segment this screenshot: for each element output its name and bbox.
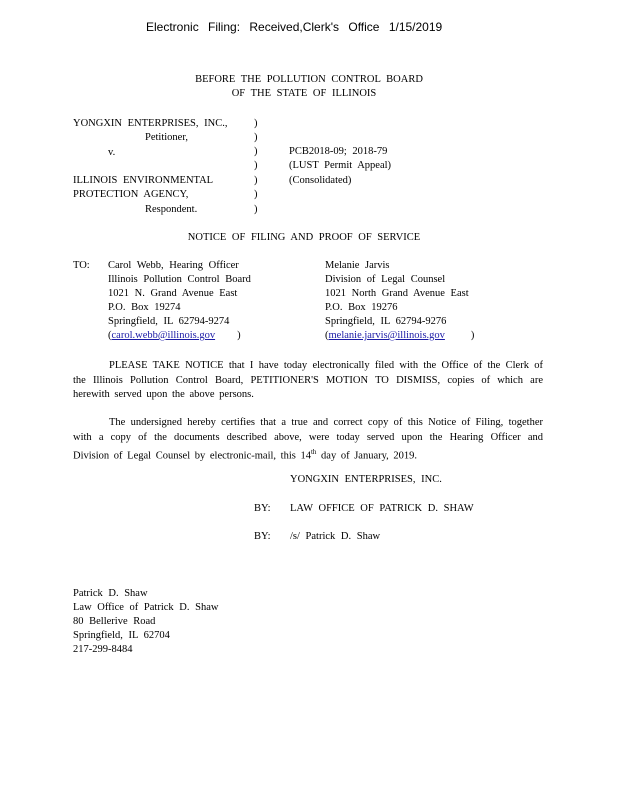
paren-close: ) [470, 330, 475, 341]
attorney-street: 80 Bellerive Road [73, 616, 156, 627]
recipient-hearing-officer [108, 259, 251, 343]
recipient-name: Melanie Jarvis [325, 260, 390, 271]
attorney-firm: Law Office of Patrick D. Shaw [73, 602, 219, 613]
notice-paragraph [73, 359, 543, 403]
recipient-organization: Illinois Pollution Control Board [108, 274, 251, 285]
recipient-po-box: P.O. Box 19274 [108, 302, 181, 313]
recipient-street: 1021 North Grand Avenue East [325, 288, 469, 299]
recipient-email-link[interactable]: melanie.jarvis@illinois.gov [328, 330, 445, 341]
document-title: NOTICE OF FILING AND PROOF OF SERVICE [187, 232, 421, 243]
signature-party: YONGXIN ENTERPRISES, INC. [290, 474, 442, 485]
board-heading-line1: BEFORE THE POLLUTION CONTROL BOARD [195, 74, 423, 85]
petitioner-role: Petitioner, [145, 132, 189, 143]
recipient-email-line [325, 329, 474, 343]
petitioner-name: YONGXIN ENTERPRISES, INC., [73, 118, 228, 129]
certification-text: The undersigned hereby certifies that a true and correct copy of this Notice of Filing, together with a copy of the documents described above, were today served upon the Hearing Officer and Division of Legal Counsel by electronic-mail, this 14 [73, 417, 543, 462]
paren-close: ) [237, 330, 241, 341]
recipient-name: Carol Webb, Hearing Officer [108, 260, 239, 271]
signature-signer: /s/ Patrick D. Shaw [290, 531, 381, 542]
signature-firm: LAW OFFICE OF PATRICK D. SHAW [290, 503, 474, 514]
case-number: PCB2018-09; 2018-79 [289, 146, 388, 157]
to-label: TO: [73, 260, 90, 271]
attorney-contact-block [73, 587, 218, 657]
case-type: (LUST Permit Appeal) [289, 160, 392, 171]
recipient-street: 1021 N. Grand Avenue East [108, 288, 238, 299]
ordinal-suffix: th [310, 448, 317, 456]
caption-paren: ) [254, 160, 258, 171]
recipient-organization: Division of Legal Counsel [325, 274, 446, 285]
caption-paren: ) [254, 146, 258, 157]
paren-open: ( [325, 330, 329, 341]
caption-paren: ) [254, 175, 258, 186]
filing-stamp: Electronic Filing: Received,Clerk's Office 1/15/2019 [146, 20, 443, 34]
versus-label: v. [108, 147, 116, 158]
board-heading-line2: OF THE STATE OF ILLINOIS [231, 88, 377, 99]
certification-date: day of January, 2019. [316, 450, 418, 462]
attorney-phone: 217-299-8484 [73, 644, 133, 655]
respondent-role: Respondent. [145, 204, 198, 215]
caption-paren: ) [254, 132, 258, 143]
by-label: BY: [254, 531, 271, 542]
recipient-legal-counsel [325, 259, 474, 343]
by-label: BY: [254, 503, 271, 514]
caption-paren: ) [254, 189, 258, 200]
certification-paragraph [73, 416, 543, 464]
recipient-city: Springfield, IL 62794-9274 [108, 316, 230, 327]
paren-open: ( [108, 330, 112, 341]
respondent-name-line2: PROTECTION AGENCY, [73, 189, 189, 200]
caption-paren: ) [254, 118, 258, 129]
recipient-email-link[interactable]: carol.webb@illinois.gov [111, 330, 216, 341]
case-status: (Consolidated) [289, 175, 352, 186]
recipient-po-box: P.O. Box 19276 [325, 302, 398, 313]
attorney-city: Springfield, IL 62704 [73, 630, 170, 641]
notice-text: PLEASE TAKE NOTICE that I have today electronically filed with the Office of the Clerk of the Illinois Pollution Control Board, PETITIONER'S MOTION TO DISMISS, copies of which are herewith served upon the above persons. [73, 360, 543, 400]
respondent-name-line1: ILLINOIS ENVIRONMENTAL [73, 175, 214, 186]
recipient-city: Springfield, IL 62794-9276 [325, 316, 447, 327]
attorney-name: Patrick D. Shaw [73, 588, 148, 599]
caption-paren: ) [254, 204, 258, 215]
recipient-email-line [108, 329, 251, 343]
